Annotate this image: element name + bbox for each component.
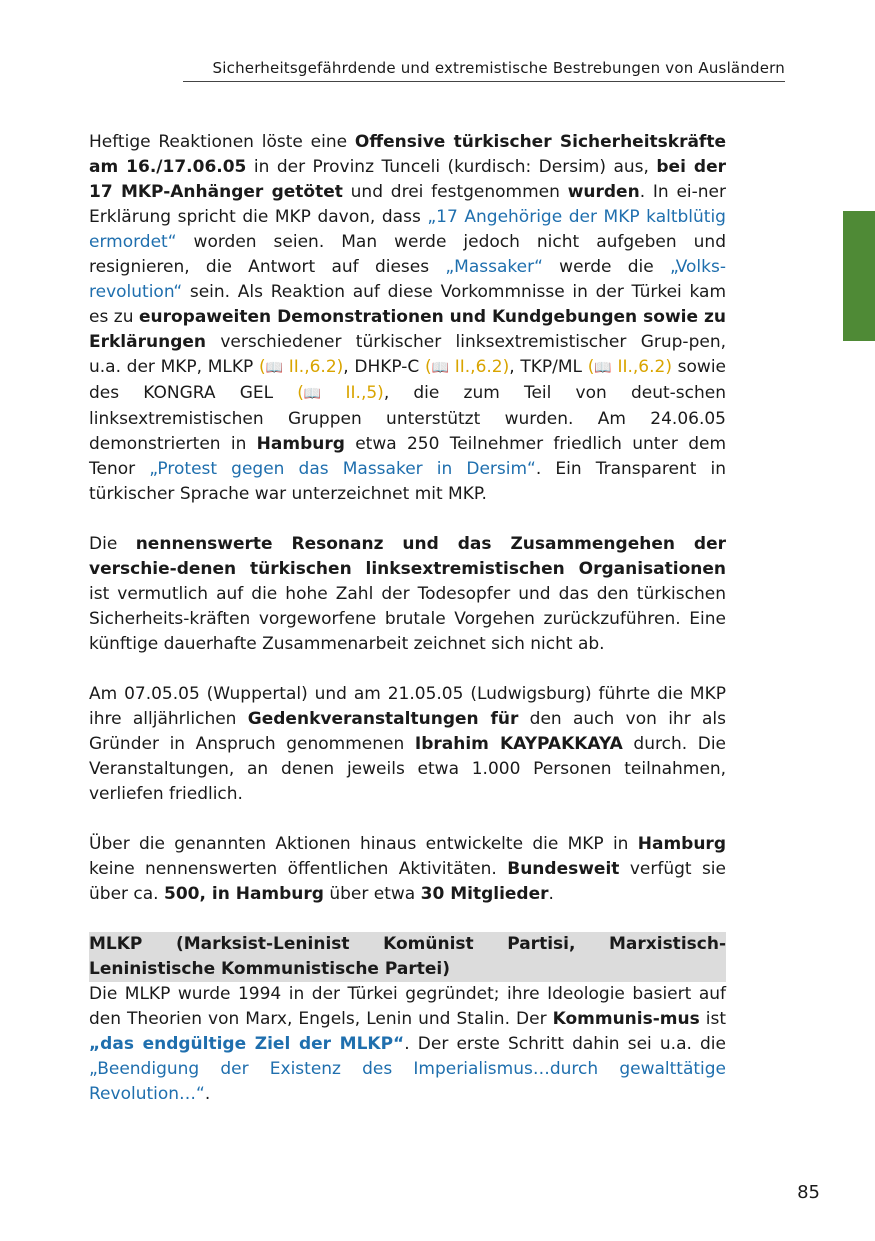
reference-text: II.,6.2): [611, 357, 672, 377]
bold-text: wurden: [567, 182, 640, 202]
bold-text: Kommunis-mus: [552, 1009, 700, 1029]
text: sowie des KONGRA GEL: [89, 357, 726, 403]
text: . Der erste Schritt dahin sei u.a. die: [404, 1034, 726, 1054]
text: sein. Als Reaktion auf diese Vorkommnisse in der Türkei kam es zu: [89, 282, 726, 327]
section-heading-mlkp: MLKP (Marksist-Leninist Komünist Partisi, Marxistisch-Leninistische Kommunistische Partei): [89, 932, 726, 982]
running-header: Sicherheitsgefährdende und extremistische Bestrebungen von Ausländern: [212, 59, 785, 77]
bold-text: Hamburg: [256, 434, 345, 454]
page-body: [89, 130, 726, 1107]
bold-text: nennenswerte Resonanz und das Zusammengehen der verschie-denen türkischen linksextremistischen Organisationen: [89, 534, 726, 579]
bold-text: Hamburg: [637, 834, 726, 854]
text: durch. Die Veranstaltungen, an denen jeweils etwa 1.000 Personen teilnahmen, verliefen friedlich.: [89, 734, 727, 804]
book-icon: 📖: [431, 360, 450, 376]
quote: „Volks-revolution“: [89, 257, 726, 302]
cross-reference[interactable]: (📖 II.,6.2): [425, 357, 509, 377]
text: über etwa: [323, 884, 421, 904]
cross-reference[interactable]: (📖 II.,6.2): [588, 357, 672, 377]
text: Über die genannten Aktionen hinaus entwickelte die MKP in: [89, 834, 638, 854]
cross-reference[interactable]: (📖 II.,6.2): [259, 357, 343, 377]
chapter-tab-marker: [843, 211, 875, 341]
text: Die MLKP wurde 1994 in der Türkei gegründet; ihre Ideologie basiert auf den Theorien von Marx, Engels, Lenin und Stalin. Der: [89, 984, 726, 1029]
bold-text: bei der 17 MKP-Anhänger getötet: [89, 157, 726, 202]
header-rule: [183, 81, 785, 82]
book-icon: 📖: [594, 360, 612, 376]
text: ist vermutlich auf die hohe Zahl der Todesopfer und das den türkischen Sicherheits-kräften vorgeworfene brutale Vorgehen zurückzuführen. Eine künftige dauerhafte Zusammenarbeit zeichnet sich nicht ab.: [89, 584, 726, 654]
bold-text: Gedenkveranstaltungen für: [247, 709, 519, 729]
text: verfügt sie über ca.: [89, 859, 726, 904]
text: keine nennenswerten öffentlichen Aktivitäten.: [89, 859, 508, 879]
paragraph-4: [89, 832, 726, 907]
quote: „das endgültige Ziel der MLKP“: [89, 1034, 405, 1054]
text: Am 07.05.05 (Wuppertal) und am 21.05.05 (Ludwigsburg) führte die MKP ihre alljährlichen: [89, 684, 726, 729]
text: . In ei-ner Erklärung spricht die MKP davon, dass: [89, 182, 726, 227]
text: worden seien. Man werde jedoch nicht aufgeben und resignieren, die Antwort auf dieses: [89, 232, 726, 277]
text: Heftige Reaktionen löste eine: [89, 132, 355, 152]
text: ist: [699, 1009, 726, 1029]
bold-text: Ibrahim KAYPAKKAYA: [414, 734, 623, 754]
text: den auch von ihr als Gründer in Anspruch genommenen: [89, 709, 727, 754]
bold-text: 500, in Hamburg: [164, 884, 324, 904]
book-icon: 📖: [303, 386, 322, 402]
text: verschiedener türkischer linksextremistischer Grup-pen, u.a. der MKP, MLKP: [89, 332, 726, 377]
text: , die zum Teil von deut-schen linksextremistischen Gruppen unterstützt wurden. Am 24.06.05 demonstrierten in: [89, 383, 727, 454]
paragraph-5: [89, 982, 726, 1107]
paragraph-3: [89, 682, 726, 807]
reference-text: II.,6.2): [449, 357, 510, 377]
bold-text: 30 Mitglieder: [420, 884, 549, 904]
bold-text: Offensive türkischer Sicherheitskräfte am 16./17.06.05: [89, 132, 726, 177]
text: , DHKP-C: [343, 357, 425, 377]
book-icon: 📖: [265, 360, 284, 376]
text: , TKP/ML: [509, 357, 588, 377]
paragraph-1: [89, 130, 726, 507]
text: werde die: [542, 257, 671, 277]
text: Die: [89, 534, 136, 554]
text: und drei festgenommen: [342, 182, 568, 202]
text: in der Provinz Tunceli (kurdisch: Dersim) aus,: [246, 157, 657, 177]
text: .: [548, 884, 554, 904]
reference-text: II.,5): [321, 383, 384, 403]
bold-text: europaweiten Demonstrationen und Kundgebungen sowie zu Erklärungen: [89, 307, 726, 352]
quote: „17 Angehörige der MKP kaltblütig ermordet“: [89, 207, 726, 252]
page-number: 85: [797, 1182, 820, 1203]
text: etwa 250 Teilnehmer friedlich unter dem Tenor: [89, 434, 726, 479]
reference-text: II.,6.2): [283, 357, 344, 377]
cross-reference[interactable]: (📖 II.,5): [297, 383, 384, 403]
quote: „Massaker“: [445, 257, 543, 277]
text: . Ein Transparent in türkischer Sprache war unterzeichnet mit MKP.: [89, 459, 726, 504]
quote: „Protest gegen das Massaker in Dersim“: [149, 459, 536, 479]
bold-text: Bundesweit: [507, 859, 620, 879]
text: .: [204, 1084, 211, 1104]
paragraph-2: [89, 532, 726, 657]
quote: „Beendigung der Existenz des Imperialismus…durch gewalttätige Revolution…“: [89, 1059, 726, 1104]
